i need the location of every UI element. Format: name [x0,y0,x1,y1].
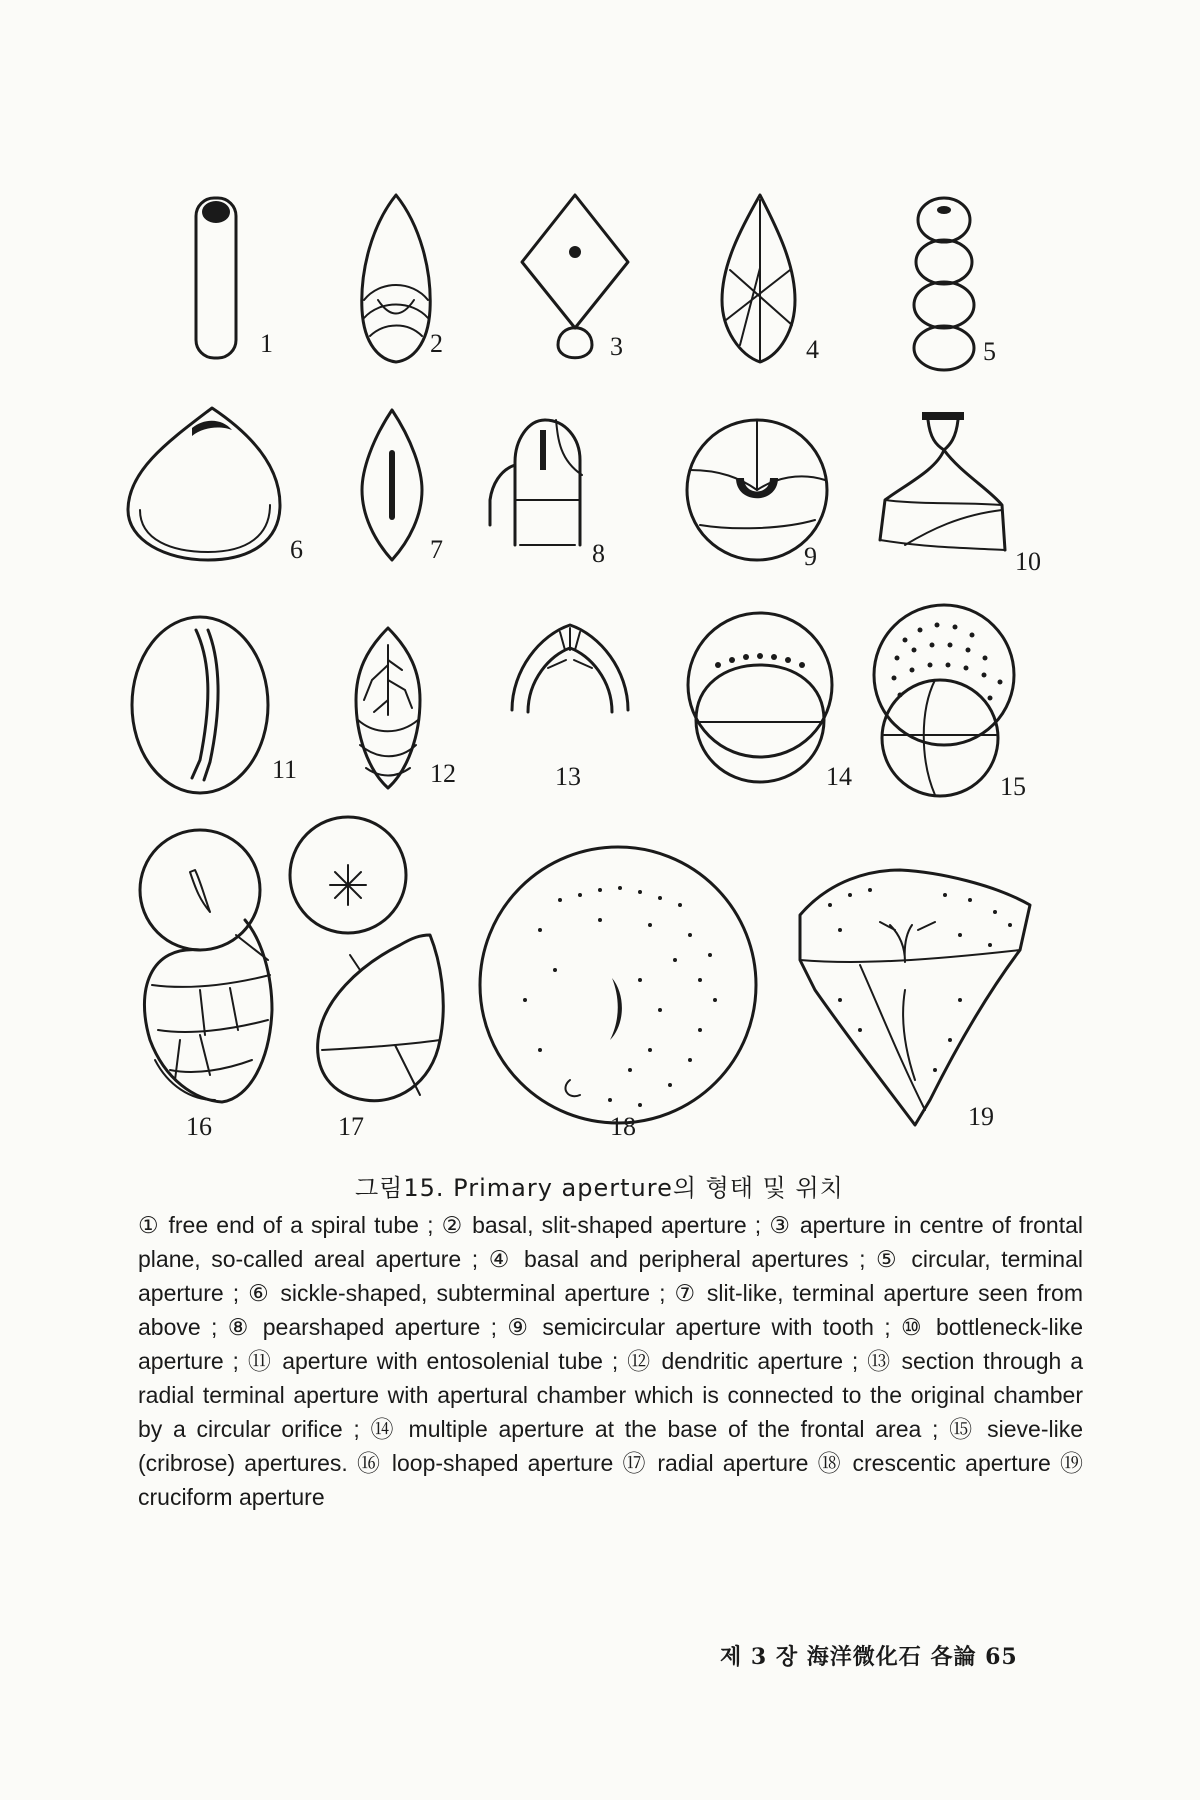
label-6: 6 [290,535,303,564]
figure-caption: 그림15. Primary aperture의 형태 및 위치 [355,1174,844,1202]
specimen-13 [512,625,628,791]
specimen-11 [132,617,297,793]
specimen-2 [362,195,443,362]
label-1: 1 [260,329,273,358]
specimen-16 [140,830,272,1141]
specimen-15 [874,605,1026,801]
specimen-12 [356,628,456,788]
label-19: 19 [968,1102,994,1131]
figure-description: ① free end of a spiral tube ; ② basal, slit-shaped aperture ; ③ aperture in centre of frontal plane, so-called areal aperture ; ④ basal and peripheral apertures ; ⑤ circular, terminal aperture ; ⑥ sickle-shaped, subterminal aperture ; ⑦ slit-like, terminal aperture seen from above ; ⑧ pearshaped aperture ; ⑨ semicircular aperture with tooth ; ⑩ bottleneck-like aperture ; ⑪ aperture with entosolenial tube ; ⑫ dendritic aperture ; ⑬ section through a radial terminal aperture with apertural chamber which is connected to the original chamber by a circular orifice ; ⑭ multiple aperture at the base of the frontal area ; ⑮ sieve-like (cribrose) apertures. ⑯ loop-shaped aperture ⑰ radial aperture ⑱ crescentic aperture ⑲ cruciform aperture [138,1212,1083,1510]
specimen-1 [196,198,273,358]
specimen-17 [290,817,443,1141]
label-16: 16 [186,1112,212,1141]
label-12: 12 [430,759,456,788]
label-8: 8 [592,539,605,568]
specimen-4 [722,195,819,364]
label-17: 17 [338,1112,364,1141]
specimen-10 [880,412,1041,576]
specimen-6 [128,408,303,564]
label-15: 15 [1000,772,1026,801]
page-footer: 제 3 장 海洋微化石 各論 65 [720,1644,1018,1670]
specimen-5 [914,198,996,370]
specimen-8 [490,420,605,568]
label-4: 4 [806,335,819,364]
label-11: 11 [272,755,298,784]
label-13: 13 [555,762,581,791]
label-18: 18 [610,1112,636,1141]
label-2: 2 [430,329,443,358]
label-14: 14 [826,762,852,791]
specimen-18 [480,847,756,1141]
label-3: 3 [610,332,623,361]
specimen-3 [522,195,628,361]
label-10: 10 [1015,547,1041,576]
label-5: 5 [983,337,996,366]
label-9: 9 [804,542,817,571]
label-7: 7 [430,535,443,564]
specimen-7 [362,410,443,564]
specimen-14 [688,613,852,791]
specimen-19 [800,870,1030,1131]
specimen-9 [687,420,827,571]
